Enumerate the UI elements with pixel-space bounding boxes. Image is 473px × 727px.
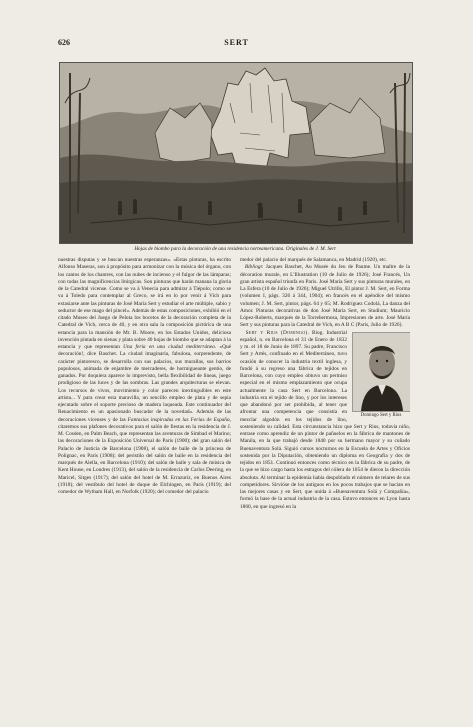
page-number: 626 <box>58 38 70 47</box>
left-text-column <box>58 257 231 697</box>
entry-text: Biog. Industrial español, n. en Barcelona el 31 de Enero de 1832 y m. el 18 de Junio de 1897. Su padre, Francisco Sert y Artés, confinado en el Mediterráneo, tuvo ocasión de conocer la industria textil inglesa, y fundó á su regreso una fábrica de tejidos en Barcelona, con cuyo empleo obtuvo un permiso especial en el mismo emplazamiento que ocupa actualmente la casa Sert en Barcelona. La industria era el tejido de lino, y por los intereses que abandonó por ser prohibida, al tener que afrontar una competencia que consistía en mezclar algodón en los tejidos de lino, sosteniendo su calidad. Esta circunstancia hizo que Sert y Rius, todavía niño, entrase como aprendiz de un pintor de pañuelos en la fábrica de mantones de Manila, en la que trabajó desde 1840 por su hermano mayor y su cuñado Buenaventura Solá. Siguió cursos nocturnos en la Escuela de Artes y Oficios sostenida por la Diputación, obteniendo un diploma en Geografía y dos de tejidos en 1851. Continuó entonces como técnico en la fábrica de su padre, de la que se hizo cargo hasta los estragos del cólera de 1854 le dieron la dirección absoluta. Al terminar la epidemia había despoblado el número de telares de sus competidores. Sirvióse de los antiguos en los pocos trabajos que se hacían en las mejores casas y en Sert, que unida á «Buenaventura Solá y Compañía», formó la base de la actual industria de la casa. Estuvo entonces en Lyon hasta 1860, en que ingresó en la <box>240 329 410 510</box>
bibliography-text: Jacques Baschet, Au Musée du Jeu de Paume. Un maître de la décoration murale, en L'Illustration (10 de Julio de 1926); José Francés, Un gran artista español triunfa en París. José María Sert y sus pinturas murales, en La Esfera (10 de Julio de 1926); Miguel Utrillo, El pintor J. M. Sert, en Forma (volumen I, págs. 326 á 344, 1904); en francés en el apéndice del mismo volumen; J. M. Sert, pintor, págs. 64 y 65; M. Rodríguez Codolá, La danza del Amor. Pinturas decorativas de don José María Sert, en Studium; Mauricio López-Roberts, marqués de la Torrehermosa, Impresiones de arte. José María Sert y sus pinturas para la Catedral de Vich, en A B C (París, Julio de 1926). <box>240 264 410 329</box>
bibliography-label: Bibliogr. <box>244 264 264 271</box>
figure-plate-image <box>59 62 413 244</box>
entry-paragraph <box>240 330 410 511</box>
left-paragraph-1: nuestras disputas y se buscan nuestras esperanzas». «Estas pinturas, ha escrito Alfonso Maseras, son á propósito para armonizar con la música del órgano, con los cantos de los chantres, con las nubes de incienso y el fulgor de las lámparas; con todas las magnificencias litúrgicas. Son pinturas que harán manana la gloria de la Catedral vicense. Como se va á Venecia para admirar á Tiépolo; como se va á Toledo para contemplar al Greco, se irá en lo por venir á Vich para extasiarse ante las pinturas de José María Sert y estudiar el arte múltiple, sabio y seductor de ese mago del pincel». Además de estas composiciones, exhibió en el citado Museo del Juego de Pelota los bocetos de la decoración completa de la Catedral de Vich, cerca de 40, y en otra sala la composición pictórica de una estancia para la mansión de Mr. B. Moore, en los Estados Unidos, deliciosa invención pintada en sienas y plata sobre 40 hojas de biombo que se adaptan á la estancia y que representan Una feria en una ciudad mediterránea. «Qué decoración!, dice Baschet. La ciudad imaginaria, fabulosa, sorprendente, de carácter pintoresco, se desarrolla con sus palacios, sus murallas, sus barrios populosos, animada de enjambre de mercaderes, de hormigueante gentío, de ganados. Por doquiera aparece lo imprevisto, bella flexibilidad de líneas, juego prodigioso de las luces y de las sombras. Las grandes arquitecturas se elevan. Los recursos de vivos, movimiento y color parecen inextinguibles en este artista... Y para crear esta maravilla, un sencillo empleo de plata y de sepia ejecutado sobre el soporte precioso de madera laqueada. Este continuador del Renacimiento es un apasionado buscador de la novedad». Además de las decoraciones vicenses y de las Fantasías inspiradas en las Ferias de España, citaremos sus plafones decorativos para el salón de fiestas en la residencia de J. M. Cosden, en Palm Beach, que representan las aventuras de Simbad el Marino; las decoraciones de la Exposición Universal de París (1900); del gran salón del Palacio de Justicia de Barcelona (1908), el salón de baile de la princesa de Polignac, en París (1908); del peristilo del salón de baile en la residencia del marqués de Alella, en Barcelona (1910); del salón de baile y sala de música de Kent House, en Londres (1913), del salón de la residencia de Carlos Deering, en Maricel, Sitges (1917); del salón del hotel de M. Errazuriz, en Buenos Aires (1918); del vestíbulo del hotel de duque de Elchingen, en París (1919); del comedor de Wytham Hall, en Norfolk (1920); del comedor del palacio <box>58 257 231 495</box>
running-title: SERT <box>224 38 249 47</box>
entry-name: Sert y Rius (Domingo). <box>245 329 310 336</box>
portrait-image <box>352 332 410 412</box>
italic-title-1: Una feria en una ciudad mediterránea. <box>123 344 217 350</box>
bibliography-paragraph <box>240 264 410 329</box>
right-paragraph-1: medor del palacio del marqués de Salamanca, en Madrid (1920), etc. <box>240 257 388 263</box>
italic-title-2: Fantasías inspiradas en las Ferias de España <box>127 416 230 423</box>
portrait-figure <box>352 332 410 420</box>
portrait-caption: Domingo Sert y Rius <box>360 412 402 418</box>
engraving-illustration <box>60 63 412 243</box>
right-text-column <box>240 257 410 697</box>
portrait-engraving <box>353 333 410 411</box>
figure-caption: Hojas de biombo para la decoración de una residencia norteamericana. Originales de J. M. Sert <box>134 246 336 252</box>
